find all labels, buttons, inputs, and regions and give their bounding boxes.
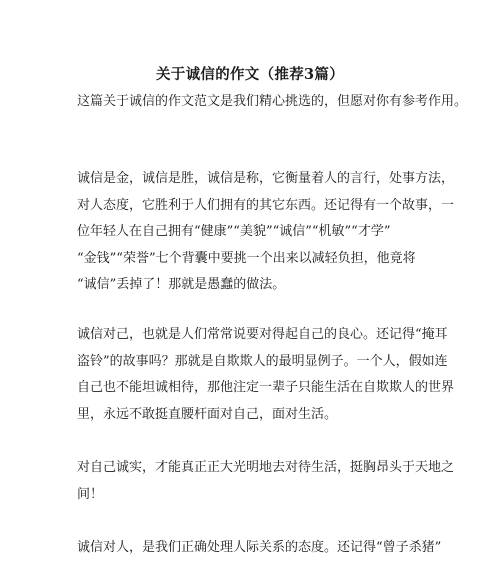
paragraph-line: 对人态度，它胜利于人们拥有的其它东西。还记得有一个故事，一 (77, 197, 455, 213)
paragraph-line: 盗铃”的故事吗？那就是自欺欺人的最明显例子。一个人，假如连 (77, 353, 448, 369)
paragraph-line: 诚信是金，诚信是胜，诚信是称，它衡量着人的言行，处事方法， (77, 171, 455, 186)
paragraph-line: 里，永远不敢挺直腰杆面对自己，面对生活。 (77, 406, 338, 422)
paragraph-2 (77, 322, 455, 428)
paragraph-line: 诚信对人，是我们正确处理人际关系的态度。还记得“曾子杀猪” (77, 540, 442, 555)
paragraph-line: 诚信对己，也就是人们常常说要对得起自己的良心。还记得“掩耳 (77, 327, 448, 342)
intro-text: 这篇关于诚信的作文范文是我们精心挑选的，但愿对你有参考作用。 (77, 94, 468, 109)
paragraph-line: 位年轻人在自己拥有“健康”“美貌”“诚信”“机敏”“才学” (77, 224, 391, 239)
paragraph-line: 自己也不能坦诚相待，那他注定一辈子只能生活在自欺欺人的世界 (77, 380, 455, 395)
paragraph-1 (77, 166, 455, 299)
paragraph-line: 对自己诚实，才能真正正大光明地去对待生活，挺胸昂头于天地之 (77, 460, 455, 475)
paragraph-3 (77, 455, 455, 508)
paragraph-line: “金钱”“荣誉”七个背囊中要挑一个出来以减轻负担，他竟将 (77, 250, 416, 266)
paragraph-line: “诚信”丢掉了！那就是愚蠢的做法。 (77, 277, 286, 292)
paragraph-4 (77, 535, 442, 562)
paragraph-line: 间！ (77, 486, 104, 502)
document-title: 关于诚信的作文（推荐3篇） (156, 66, 344, 83)
